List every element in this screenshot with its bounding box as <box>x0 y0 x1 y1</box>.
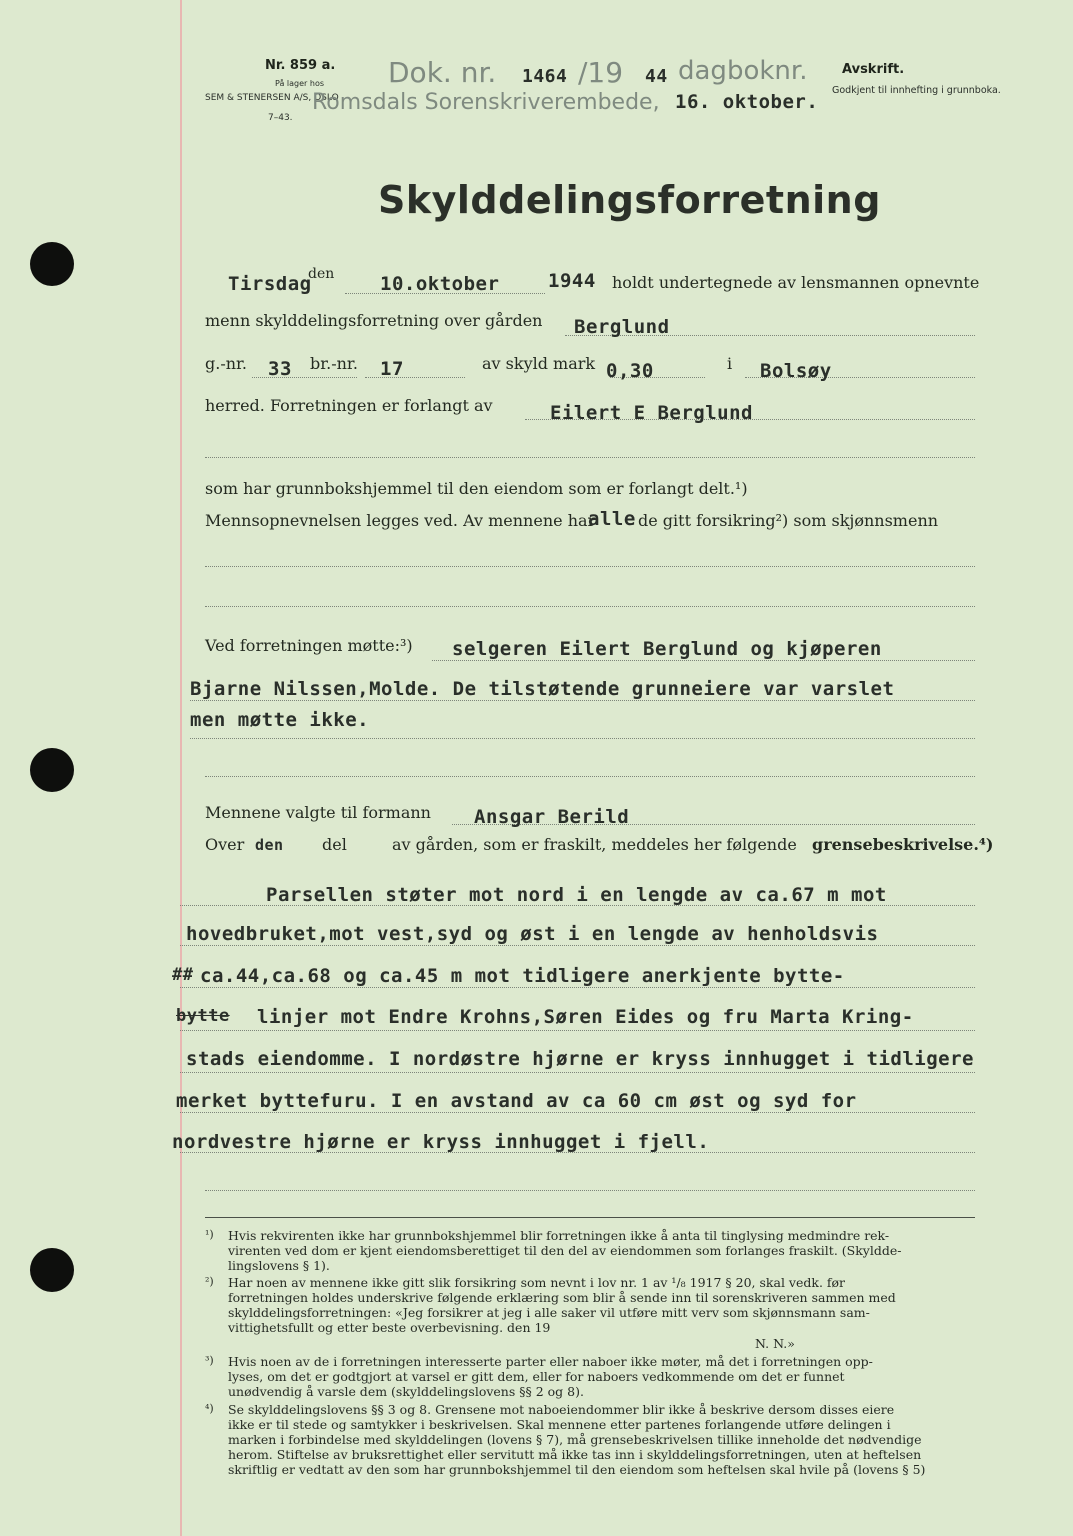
doc-label: Dok. nr. <box>388 56 497 89</box>
publisher-date: 7–43. <box>268 113 293 123</box>
grense-text-bold: grensebeskrivelse.⁴) <box>812 835 994 854</box>
footnote-4-line-1: Se skylddelingslovens §§ 3 og 8. Grensene mot naboeiendommer blir ikke å beskrive dersom disses eiere <box>228 1402 895 1417</box>
blank-line-3 <box>205 606 975 607</box>
strike-mark-2: bytte <box>176 1006 230 1026</box>
copy-label: Avskrift. <box>842 62 905 77</box>
form-number: Nr. 859 a. <box>265 58 336 73</box>
municipality: Bolsøy <box>760 360 832 382</box>
footnote-separator <box>205 1217 975 1218</box>
chairman-label: Mennene valgte til formann <box>205 803 431 822</box>
year-suffix: 44 <box>645 66 668 87</box>
blank-line-2 <box>205 566 975 567</box>
publisher-line: På lager hos <box>275 79 324 88</box>
attendance-line1: selgeren Eilert Berglund og kjøperen <box>452 638 882 660</box>
herred-text: herred. Forretningen er forlangt av <box>205 396 493 415</box>
doc-number: 1464 <box>522 66 568 87</box>
attendance-line2: Bjarne Nilssen,Molde. De tilstøtende grunneiere var varslet <box>190 678 895 700</box>
meeting-year: 1944 <box>548 270 596 292</box>
description-line-3: ca.44,ca.68 og ca.45 m mot tidligere anerkjente bytte- <box>200 965 845 987</box>
footnote-2-line-2: forretningen holdes underskrive følgende erklæring som blir å sende inn til sorenskriveren sammen med <box>228 1290 896 1305</box>
grense-text: av gården, som er fraskilt, meddeles her følgende <box>392 835 797 854</box>
skyld-value: 0,30 <box>606 360 654 382</box>
footnote-mark-4: ⁴) <box>205 1402 214 1415</box>
requester: Eilert E Berglund <box>550 402 753 424</box>
bnr-value: 17 <box>380 358 404 380</box>
footnote-4-line-3: marken i forbindelse med skylddelingen (lovens § 7), må grensebeskrivelsen tillike inneholde det nødvendige <box>228 1432 922 1447</box>
bnr-label: br.-nr. <box>310 354 358 373</box>
footnote-2-line-1: Har noen av mennene ikke gitt slik forsikring som nevnt i lov nr. 1 av ¹/₈ 1917 § 20, skal vedk. før <box>228 1275 846 1290</box>
footnote-2-line-4: vittighetsfullt og etter beste overbevisning. den 19 <box>228 1320 551 1335</box>
held-text: holdt undertegnede av lensmannen opnevnte <box>612 273 980 292</box>
footnote-4-line-2: ikke er til stede og samtykker i beskrivelsen. Skal mennene etter partenes forlangende utføre delingen i <box>228 1417 891 1432</box>
desc-rule-6 <box>180 1112 975 1113</box>
dagbok-label: dagboknr. <box>678 56 808 86</box>
blank-line-5 <box>205 1190 975 1191</box>
footnote-2-line-3: skylddelingsforretningen: «Jeg forsikrer at jeg i alle saker vil utføre mitt verv som skjønnsmann sam- <box>228 1305 870 1320</box>
desc-rule-4 <box>180 1030 975 1031</box>
approval-note: Godkjent til innhefting i grunnboka. <box>832 85 1001 96</box>
attendance-line3: men møtte ikke. <box>190 709 370 731</box>
strike-mark-1: ## <box>172 965 194 985</box>
footnote-3-line-2: lyses, om det er godtgjort at varsel er gitt dem, eller for naboers vedkommende om det er funnet <box>228 1369 845 1384</box>
page-title: Skylddelingsforretning <box>378 178 881 222</box>
footnote-3-line-3: unødvendig å varsle dem (skylddelingslovens §§ 2 og 8). <box>228 1384 584 1399</box>
mennsop-text-b: de gitt forsikring²) som skjønnsmenn <box>638 511 939 530</box>
gnr-label: g.-nr. <box>205 354 248 373</box>
footnote-mark-2: ²) <box>205 1275 214 1288</box>
description-line-2: hovedbruket,mot vest,syd og øst i en lengde av henholdsvis <box>186 923 879 945</box>
footnote-1-line-2: virenten ved dom er kjent eiendomsberettiget til den del av eiendommen som forlanges fraskilt. (Skyldde- <box>228 1243 902 1258</box>
desc-rule-5 <box>180 1072 975 1073</box>
margin-line <box>180 0 182 1536</box>
footnote-mark-3: ³) <box>205 1354 214 1367</box>
skyld-label: av skyld mark <box>482 354 596 373</box>
attendance-line-3 <box>190 738 975 739</box>
farm-name: Berglund <box>574 316 670 338</box>
footnote-4-line-5: skriftlig er vedtatt av den som har grunnbokshjemmel til den eiendom som heftelsen skal hvile på (lovens § 5) <box>228 1462 926 1477</box>
mennsop-text-a: Mennsopnevnelsen legges ved. Av mennene har <box>205 511 596 530</box>
i-label: i <box>727 354 733 373</box>
attendance-line-1 <box>432 660 975 661</box>
description-line-5: stads eiendomme. I nordøstre hjørne er kryss innhugget i tidligere <box>186 1048 974 1070</box>
year-prefix: /19 <box>578 56 624 89</box>
description-line-1: Parsellen støter mot nord i en lengde av ca.67 m mot <box>266 884 887 906</box>
chairman-name: Ansgar Berild <box>474 806 630 828</box>
footnote-mark-1: ¹) <box>205 1228 214 1241</box>
publisher-name: SEM & STENERSEN A/S, OSLO <box>205 93 339 103</box>
attendance-line-2 <box>190 700 975 701</box>
weekday: Tirsdag <box>228 273 312 295</box>
punch-hole-bottom <box>30 1248 74 1292</box>
description-line-6: merket byttefuru. I en avstand av ca 60 cm øst og syd for <box>176 1090 857 1112</box>
description-line-4: linjer mot Endre Krohns,Søren Eides og fru Marta Kring- <box>257 1006 914 1028</box>
del-label: del <box>322 835 347 854</box>
desc-rule-2 <box>180 945 975 946</box>
footnote-2-signature: N. N.» <box>755 1336 795 1351</box>
blank-line-1 <box>205 457 975 458</box>
date-typed: 16. oktober. <box>675 91 819 113</box>
grunnbok-text: som har grunnbokshjemmel til den eiendom som er forlangt delt.¹) <box>205 479 748 498</box>
over-label: Over <box>205 835 245 854</box>
footnote-3-line-1: Hvis noen av de i forretningen interesserte parter eller naboer ikke møter, må det i forretningen opp- <box>228 1354 873 1369</box>
desc-rule-3 <box>180 987 975 988</box>
attendance-label: Ved forretningen møtte:³) <box>205 636 413 655</box>
punch-hole-middle <box>30 748 74 792</box>
office-stamp: Romsdals Sorenskriverembede, <box>312 90 660 115</box>
over-typed: den <box>255 836 284 854</box>
footnote-1-line-1: Hvis rekvirenten ikke har grunnbokshjemmel blir forretningen ikke å anta til tinglysing medmindre rek- <box>228 1228 890 1243</box>
day-label: den <box>308 266 335 282</box>
meeting-date: 10.oktober <box>380 273 500 295</box>
footnote-4-line-4: herom. Stiftelse av bruksrettighet eller servitutt må ikke tas inn i skylddelingsforretningen, uten at heftelsen <box>228 1447 922 1462</box>
mennsop-typed: alle <box>588 508 636 530</box>
footnote-1-line-3: lingslovens § 1). <box>228 1258 330 1273</box>
gnr-value: 33 <box>268 358 292 380</box>
blank-line-4 <box>205 776 975 777</box>
description-line-7: nordvestre hjørne er kryss innhugget i fjell. <box>172 1131 710 1153</box>
men-text: menn skylddelingsforretning over gården <box>205 311 543 330</box>
punch-hole-top <box>30 242 74 286</box>
